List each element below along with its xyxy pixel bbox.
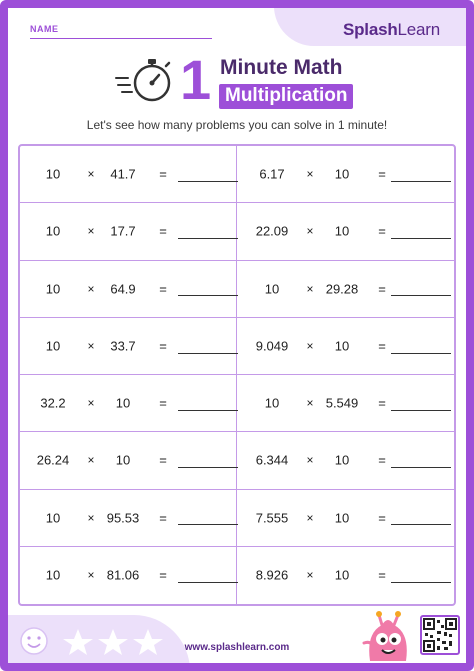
times-operator: ×: [306, 510, 314, 525]
mascot-icon: [362, 607, 414, 663]
times-operator: ×: [306, 167, 314, 182]
times-operator: ×: [306, 224, 314, 239]
equals-sign: =: [378, 452, 386, 468]
operand-a: 10: [45, 338, 61, 354]
times-operator: ×: [87, 396, 95, 411]
times-operator: ×: [306, 338, 314, 353]
problem-left-3: [20, 261, 237, 318]
operand-a: 6.344: [255, 452, 289, 468]
problem-right-7: [237, 490, 454, 547]
problem-left-6: [20, 432, 237, 489]
operand-a: 10: [45, 567, 61, 583]
operand-a: 10: [264, 395, 280, 411]
equals-sign: =: [378, 510, 386, 526]
problem-left-1: [20, 146, 237, 203]
answer-blank[interactable]: [391, 524, 451, 525]
operand-b: 10: [334, 223, 350, 239]
answer-blank[interactable]: [178, 353, 238, 354]
splashlearn-logo: [343, 20, 440, 40]
operand-a: 7.555: [255, 510, 289, 526]
answer-blank[interactable]: [391, 181, 451, 182]
equals-sign: =: [159, 223, 167, 239]
qr-code-icon[interactable]: [420, 615, 460, 655]
times-operator: ×: [87, 224, 95, 239]
operand-a: 10: [45, 166, 61, 182]
times-operator: ×: [87, 510, 95, 525]
logo-splash: Splash: [342, 20, 398, 39]
logo-learn: Learn: [397, 20, 440, 39]
answer-blank[interactable]: [391, 582, 451, 583]
footer-url[interactable]: www.splashlearn.com: [184, 642, 290, 653]
times-operator: ×: [306, 568, 314, 583]
stopwatch-icon: [114, 56, 174, 104]
worksheet-subtitle-badge: Multiplication: [219, 84, 353, 109]
operand-a: 10: [45, 510, 61, 526]
problem-right-1: [237, 146, 454, 203]
problem-right-4: [237, 318, 454, 375]
instructions-text: Let's see how many problems you can solve in 1 minute!: [86, 118, 388, 132]
operand-b: 81.06: [106, 567, 140, 583]
problem-right-6: [237, 432, 454, 489]
operand-b: 64.9: [110, 281, 136, 297]
operand-a: 9.049: [255, 338, 289, 354]
equals-sign: =: [378, 281, 386, 297]
operand-b: 10: [334, 510, 350, 526]
times-operator: ×: [87, 568, 95, 583]
times-operator: ×: [306, 281, 314, 296]
operand-a: 26.24: [36, 452, 70, 468]
equals-sign: =: [159, 166, 167, 182]
equals-sign: =: [159, 452, 167, 468]
operand-a: 10: [264, 281, 280, 297]
times-operator: ×: [87, 281, 95, 296]
answer-blank[interactable]: [391, 295, 451, 296]
operand-a: 32.2: [40, 395, 66, 411]
answer-blank[interactable]: [391, 238, 451, 239]
equals-sign: =: [378, 338, 386, 354]
problem-left-8: [20, 547, 237, 604]
operand-b: 5.549: [325, 395, 359, 411]
equals-sign: =: [159, 510, 167, 526]
equals-sign: =: [159, 338, 167, 354]
answer-blank[interactable]: [391, 410, 451, 411]
operand-b: 95.53: [106, 510, 140, 526]
answer-blank[interactable]: [391, 467, 451, 468]
equals-sign: =: [159, 281, 167, 297]
operand-b: 10: [334, 338, 350, 354]
operand-b: 17.7: [110, 223, 136, 239]
equals-sign: =: [378, 223, 386, 239]
operand-b: 10: [334, 452, 350, 468]
equals-sign: =: [378, 395, 386, 411]
name-input-line[interactable]: [30, 38, 212, 39]
times-operator: ×: [306, 396, 314, 411]
problem-left-7: [20, 490, 237, 547]
operand-b: 10: [115, 395, 131, 411]
name-label: NAME: [30, 24, 59, 34]
operand-a: 8.926: [255, 567, 289, 583]
operand-b: 10: [334, 166, 350, 182]
operand-a: 22.09: [255, 223, 289, 239]
operand-b: 41.7: [110, 166, 136, 182]
problem-right-3: [237, 261, 454, 318]
answer-blank[interactable]: [178, 524, 238, 525]
worksheet-title: Minute Math: [220, 56, 343, 79]
operand-a: 10: [45, 223, 61, 239]
answer-blank[interactable]: [391, 353, 451, 354]
equals-sign: =: [159, 567, 167, 583]
answer-blank[interactable]: [178, 582, 238, 583]
problem-grid: [18, 144, 456, 606]
times-operator: ×: [306, 453, 314, 468]
answer-blank[interactable]: [178, 295, 238, 296]
footer-stars-decoration: [18, 619, 168, 659]
times-operator: ×: [87, 167, 95, 182]
operand-b: 10: [334, 567, 350, 583]
answer-blank[interactable]: [178, 238, 238, 239]
operand-b: 29.28: [325, 281, 359, 297]
problem-right-8: [237, 547, 454, 604]
big-number-one: 1: [180, 48, 212, 111]
problem-left-5: [20, 375, 237, 432]
times-operator: ×: [87, 338, 95, 353]
operand-a: 10: [45, 281, 61, 297]
answer-blank[interactable]: [178, 410, 238, 411]
problem-right-5: [237, 375, 454, 432]
problem-left-4: [20, 318, 237, 375]
equals-sign: =: [378, 567, 386, 583]
operand-a: 6.17: [259, 166, 285, 182]
operand-b: 33.7: [110, 338, 136, 354]
answer-blank[interactable]: [178, 181, 238, 182]
answer-blank[interactable]: [178, 467, 238, 468]
problem-right-2: [237, 203, 454, 260]
equals-sign: =: [159, 395, 167, 411]
problem-left-2: [20, 203, 237, 260]
equals-sign: =: [378, 166, 386, 182]
times-operator: ×: [87, 453, 95, 468]
worksheet-header: [8, 48, 466, 112]
operand-b: 10: [115, 452, 131, 468]
